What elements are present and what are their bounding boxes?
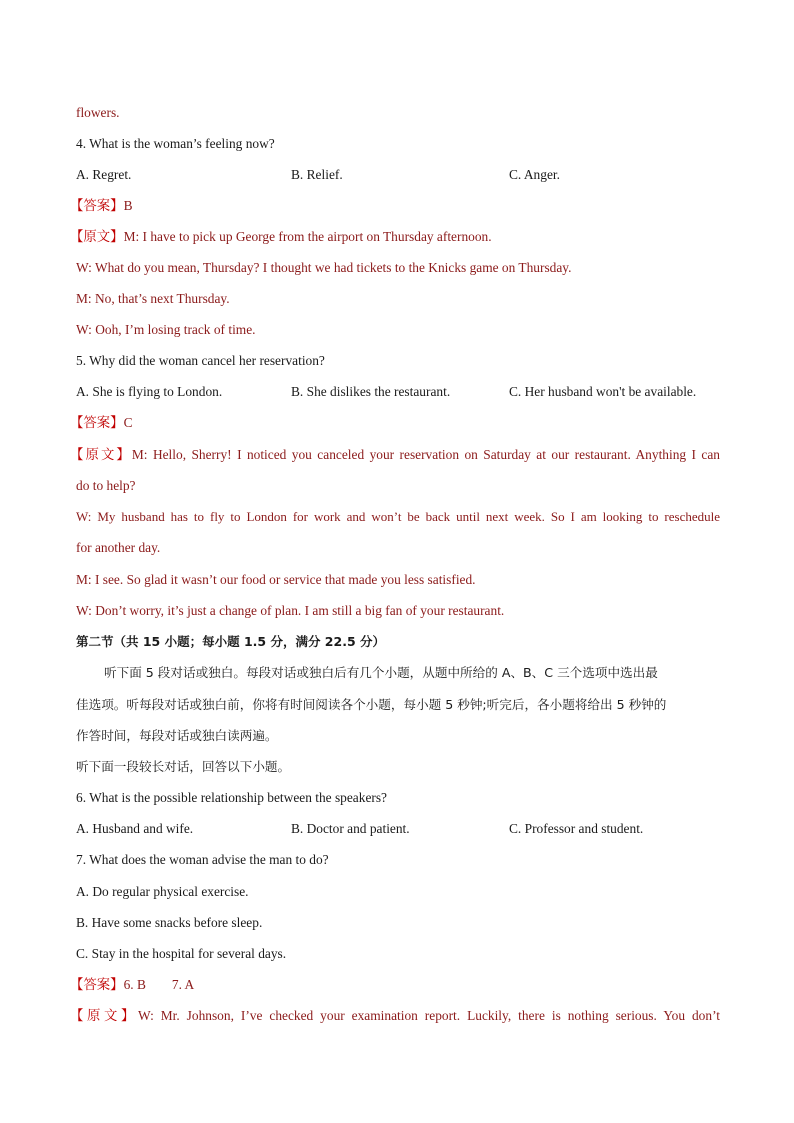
dialog-intro: 听下面一段较长对话，回答以下小题。 [76, 759, 291, 774]
q5-question: 5. Why did the woman cancel her reservation? [76, 353, 325, 368]
q4-script-line-3: M: No, that’s next Thursday. [76, 291, 230, 306]
answer-tag: 【答案】 [70, 415, 124, 430]
q7-option-a[interactable]: A. Do regular physical exercise. [76, 884, 249, 899]
q5-script-line-4: for another day. [76, 540, 161, 555]
q6-7-script-line-1 [70, 1007, 720, 1025]
q7-answer-value: 7. A [171, 977, 195, 992]
section2-instructions-line-3: 作答时间，每段对话或独白读两遍。 [76, 728, 278, 743]
q7-question: 7. What does the woman advise the man to do? [76, 852, 329, 867]
q5-option-b[interactable]: B. She dislikes the restaurant. [291, 384, 451, 399]
q4-question: 4. What is the woman’s feeling now? [76, 136, 275, 151]
q4-option-b[interactable]: B. Relief. [291, 167, 343, 182]
q6-option-b[interactable]: B. Doctor and patient. [291, 821, 410, 836]
q4-answer [70, 197, 714, 215]
script-tag: 【原文】 [70, 1008, 138, 1023]
q5-script-line-5: M: I see. So glad it wasn’t our food or service that made you less satisfied. [76, 572, 476, 587]
q6-options [76, 820, 720, 838]
q5-script-line-1 [70, 446, 720, 464]
q6-7-answers [70, 976, 714, 994]
script-tag: 【原文】 [70, 229, 124, 244]
section2-heading: 第二节（共 15 小题；每小题 1.5 分，满分 22.5 分） [76, 634, 385, 649]
script-text: M: Hello, Sherry! I noticed you canceled your reservation on Saturday at our restaurant. Anything I can [131, 447, 720, 462]
script-text: M: I have to pick up George from the airport on Thursday afternoon. [123, 229, 492, 244]
q4-script-line-1 [70, 228, 714, 246]
answer-tag: 【答案】 [70, 977, 124, 992]
q4-option-c[interactable]: C. Anger. [509, 167, 560, 182]
q5-script-line-2: do to help? [76, 478, 136, 493]
q7-option-b[interactable]: B. Have some snacks before sleep. [76, 915, 263, 930]
q4-script-line-2: W: What do you mean, Thursday? I thought we had tickets to the Knicks game on Thursday. [76, 260, 572, 275]
q6-option-c[interactable]: C. Professor and student. [509, 821, 644, 836]
q5-script-line-3: W: My husband has to fly to London for work and won’t be back until next week. So I am looking to reschedule [76, 509, 720, 524]
script-tag: 【原文】 [70, 447, 132, 462]
section2-instructions-line-1: 听下面 5 段对话或独白。每段对话或独白后有几个小题，从题中所给的 A、B、C 三个选项中选出最 [104, 665, 658, 680]
script-text: W: Mr. Johnson, I’ve checked your examination report. Luckily, there is nothing serious. You don’t [137, 1008, 721, 1023]
q5-script-line-6: W: Don’t worry, it’s just a change of plan. I am still a big fan of your restaurant. [76, 603, 505, 618]
q4-option-a[interactable]: A. Regret. [76, 167, 132, 182]
q5-answer [70, 414, 714, 432]
q5-option-a[interactable]: A. She is flying to London. [76, 384, 223, 399]
answer-tag: 【答案】 [70, 198, 124, 213]
q3-script-tail: flowers. [76, 105, 120, 120]
q7-option-c[interactable]: C. Stay in the hospital for several days. [76, 946, 287, 961]
q5-answer-value: C [123, 415, 133, 430]
q4-script-line-4: W: Ooh, I’m losing track of time. [76, 322, 256, 337]
q4-options [76, 166, 720, 184]
q5-options [76, 383, 720, 401]
q4-answer-value: B [123, 198, 133, 213]
q5-option-c[interactable]: C. Her husband won't be available. [509, 384, 697, 399]
q6-answer-value: 6. B [123, 977, 146, 992]
q6-option-a[interactable]: A. Husband and wife. [76, 821, 194, 836]
q6-question: 6. What is the possible relationship between the speakers? [76, 790, 387, 805]
section2-instructions-line-2: 佳选项。听每段对话或独白前，你将有时间阅读各个小题，每小题 5 秒钟;听完后，各小题将给出 5 秒钟的 [76, 697, 667, 712]
